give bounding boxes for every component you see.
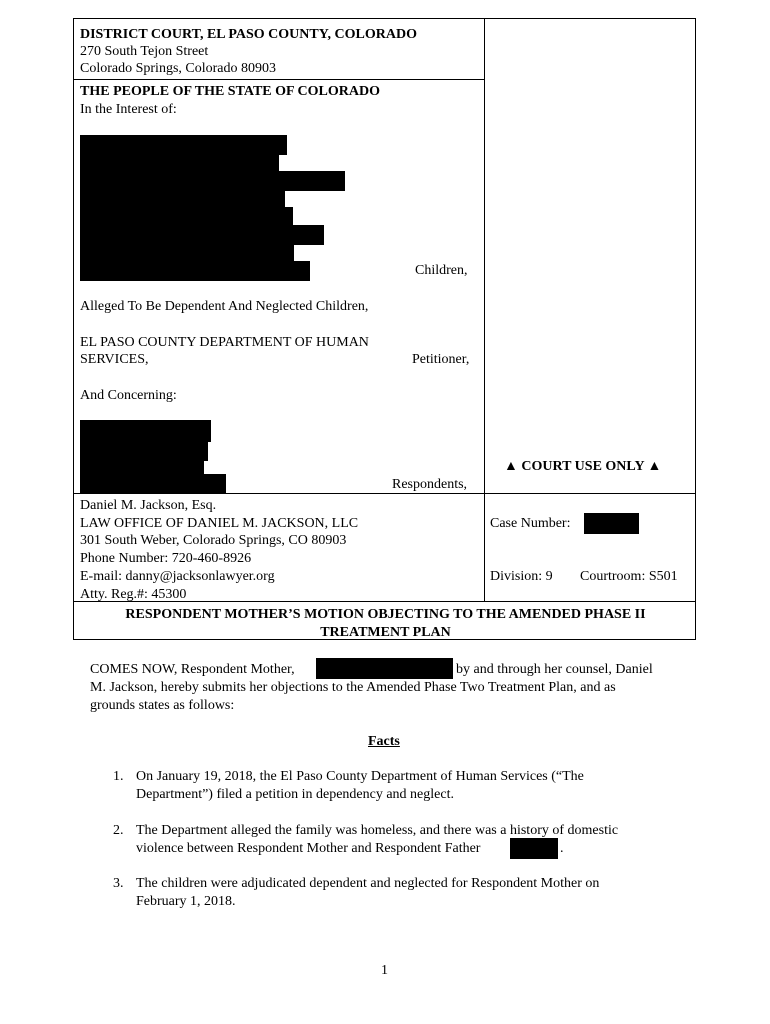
motion-title-line-1: RESPONDENT MOTHER’S MOTION OBJECTING TO THE AMENDED PHASE II — [125, 607, 646, 622]
dept-line-1: EL PASO COUNTY DEPARTMENT OF HUMAN — [80, 335, 369, 350]
and-concerning: And Concerning: — [80, 388, 177, 403]
attorney-reg: Atty. Reg.#: 45300 — [80, 587, 187, 602]
fact-2-number: 2. — [113, 823, 124, 838]
division-label: Division: 9 — [490, 569, 553, 584]
redaction-child-8 — [80, 261, 310, 281]
caption-divider-vertical — [484, 19, 485, 493]
court-use-only: ▲ COURT USE ONLY ▲ — [504, 459, 662, 474]
fact-2-line-1: The Department alleged the family was homeless, and there was a history of domestic — [136, 823, 619, 838]
fact-3-line-1: The children were adjudicated dependent and neglected for Respondent Mother on — [136, 876, 600, 891]
redaction-mother-name — [316, 658, 453, 679]
attorney-name: Daniel M. Jackson, Esq. — [80, 498, 217, 513]
fact-1-line-1: On January 19, 2018, the El Paso County Department of Human Services (“The — [136, 769, 584, 784]
attorney-phone: Phone Number: 720-460-8926 — [80, 551, 252, 566]
fact-3-number: 3. — [113, 876, 124, 891]
fact-2-line-2: violence between Respondent Mother and Respondent Father — [136, 841, 481, 856]
redaction-respondent-4 — [80, 474, 226, 494]
redaction-case-number — [584, 513, 639, 534]
caption-box — [73, 18, 696, 640]
intro-line-2: M. Jackson, hereby submits her objections to the Amended Phase Two Treatment Plan, and as — [90, 680, 616, 695]
court-city: Colorado Springs, Colorado 80903 — [80, 61, 276, 76]
redaction-father-name — [510, 838, 558, 859]
intro-line-1b: by and through her counsel, Daniel — [456, 662, 653, 677]
redaction-child-4 — [80, 189, 285, 209]
motion-title-line-2: TREATMENT PLAN — [320, 625, 451, 640]
attorney-firm: LAW OFFICE OF DANIEL M. JACKSON, LLC — [80, 516, 359, 531]
courtroom-label: Courtroom: S501 — [580, 569, 678, 584]
caption-divider-court — [74, 79, 484, 80]
case-number-label: Case Number: — [490, 516, 571, 531]
redaction-child-1 — [80, 135, 287, 155]
attorney-address: 301 South Weber, Colorado Springs, CO 80903 — [80, 533, 347, 548]
dept-line-2: SERVICES, — [80, 352, 149, 367]
people-heading: THE PEOPLE OF THE STATE OF COLORADO — [80, 84, 381, 99]
interest-of: In the Interest of: — [80, 102, 177, 117]
redaction-respondent-3 — [80, 457, 204, 475]
attorney-email: E-mail: danny@jacksonlawyer.org — [80, 569, 275, 584]
fact-1-line-2: Department”) filed a petition in dependency and neglect. — [136, 787, 454, 802]
alleged-line: Alleged To Be Dependent And Neglected Children, — [80, 299, 369, 314]
petitioner-label: Petitioner, — [412, 352, 470, 367]
redaction-child-7 — [80, 243, 294, 263]
intro-line-3: grounds states as follows: — [90, 698, 235, 713]
caption-divider-vertical-lower — [484, 493, 485, 601]
redaction-child-6 — [80, 225, 324, 245]
children-label: Children, — [415, 263, 468, 278]
fact-3-line-2: February 1, 2018. — [136, 894, 236, 909]
redaction-child-2 — [80, 153, 279, 173]
page-number: 1 — [381, 963, 388, 978]
court-name: DISTRICT COURT, EL PASO COUNTY, COLORADO — [80, 27, 417, 42]
redaction-child-5 — [80, 207, 293, 227]
intro-line-1a: COMES NOW, Respondent Mother, — [90, 662, 295, 677]
facts-heading: Facts — [368, 734, 400, 749]
fact-2-line-2-end: . — [560, 841, 564, 856]
fact-1-number: 1. — [113, 769, 124, 784]
respondents-label: Respondents, — [392, 477, 468, 492]
redaction-child-3 — [80, 171, 345, 191]
court-street: 270 South Tejon Street — [80, 44, 209, 59]
